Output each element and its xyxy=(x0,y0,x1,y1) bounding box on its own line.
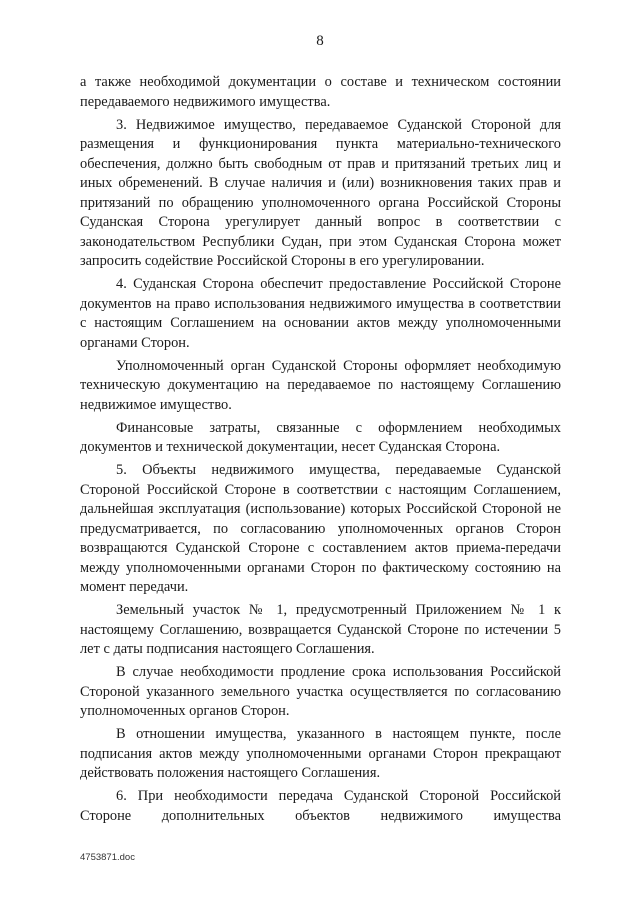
document-body xyxy=(80,73,561,830)
paragraph-clause-5: 5. Объекты недвижимого имущества, передаваемые Суданской Стороной Российской Стороне в соответствии с настоящим Соглашением, дальнейшая эксплуатация (использование) которых Российской Стороной не предусматривается, по согласованию уполномоченных органов Сторон возвращаются Суданской Стороне с составлением актов приема-передачи между уполномоченными органами Сторон по фактическому состоянию на момент передачи. xyxy=(80,462,561,595)
paragraph-financial-costs: Финансовые затраты, связанные с оформлением необходимых документов и технической документации, несет Суданская Сторона. xyxy=(80,419,561,455)
page-number: 8 xyxy=(316,33,324,49)
paragraph-continuation: а также необходимой документации о составе и техническом состоянии передаваемого недвижимого имущества. xyxy=(80,74,561,110)
paragraph-clause-4: 4. Суданская Сторона обеспечит предоставление Российской Стороне документов на право использования недвижимого имущества в соответствии с настоящим Соглашением на основании актов между уполномоченными органами Сторон. xyxy=(80,276,561,351)
paragraph-term-extension: В случае необходимости продление срока использования Российской Стороной указанного земельного участка осуществляется по согласованию уполномоченных органов Сторон. xyxy=(80,664,561,719)
paragraph-land-plot-1: Земельный участок № 1, предусмотренный Приложением № 1 к настоящему Соглашению, возвращается Суданской Стороне по истечении 5 лет с даты подписания настоящего Соглашения. xyxy=(80,602,561,657)
paragraph-clause-3: 3. Недвижимое имущество, передаваемое Суданской Стороной для размещения и функционирования пункта материально-технического обеспечения, должно быть свободным от прав и притязаний третьих лиц и иных обременений. В случае наличия и (или) возникновения таких прав и притязаний по обращению уполномоченного органа Российской Стороны Суданская Сторона урегулирует данный вопрос в соответствии с законодательством Республики Судан, при этом Суданская Сторона может запросить содействие Российской Стороны в его урегулировании. xyxy=(80,116,561,269)
paragraph-termination: В отношении имущества, указанного в настоящем пункте, после подписания актов между уполномоченными органами Сторон прекращают действовать положения настоящего Соглашения. xyxy=(80,726,561,781)
footer-document-code: 4753871.doc xyxy=(80,852,135,863)
paragraph-clause-6: 6. При необходимости передача Суданской Стороной Российской Стороне дополнительных объектов недвижимого имущества xyxy=(80,788,561,824)
paragraph-technical-documentation: Уполномоченный орган Суданской Стороны оформляет необходимую техническую документацию на передаваемое по настоящему Соглашению недвижимое имущество. xyxy=(80,357,561,413)
